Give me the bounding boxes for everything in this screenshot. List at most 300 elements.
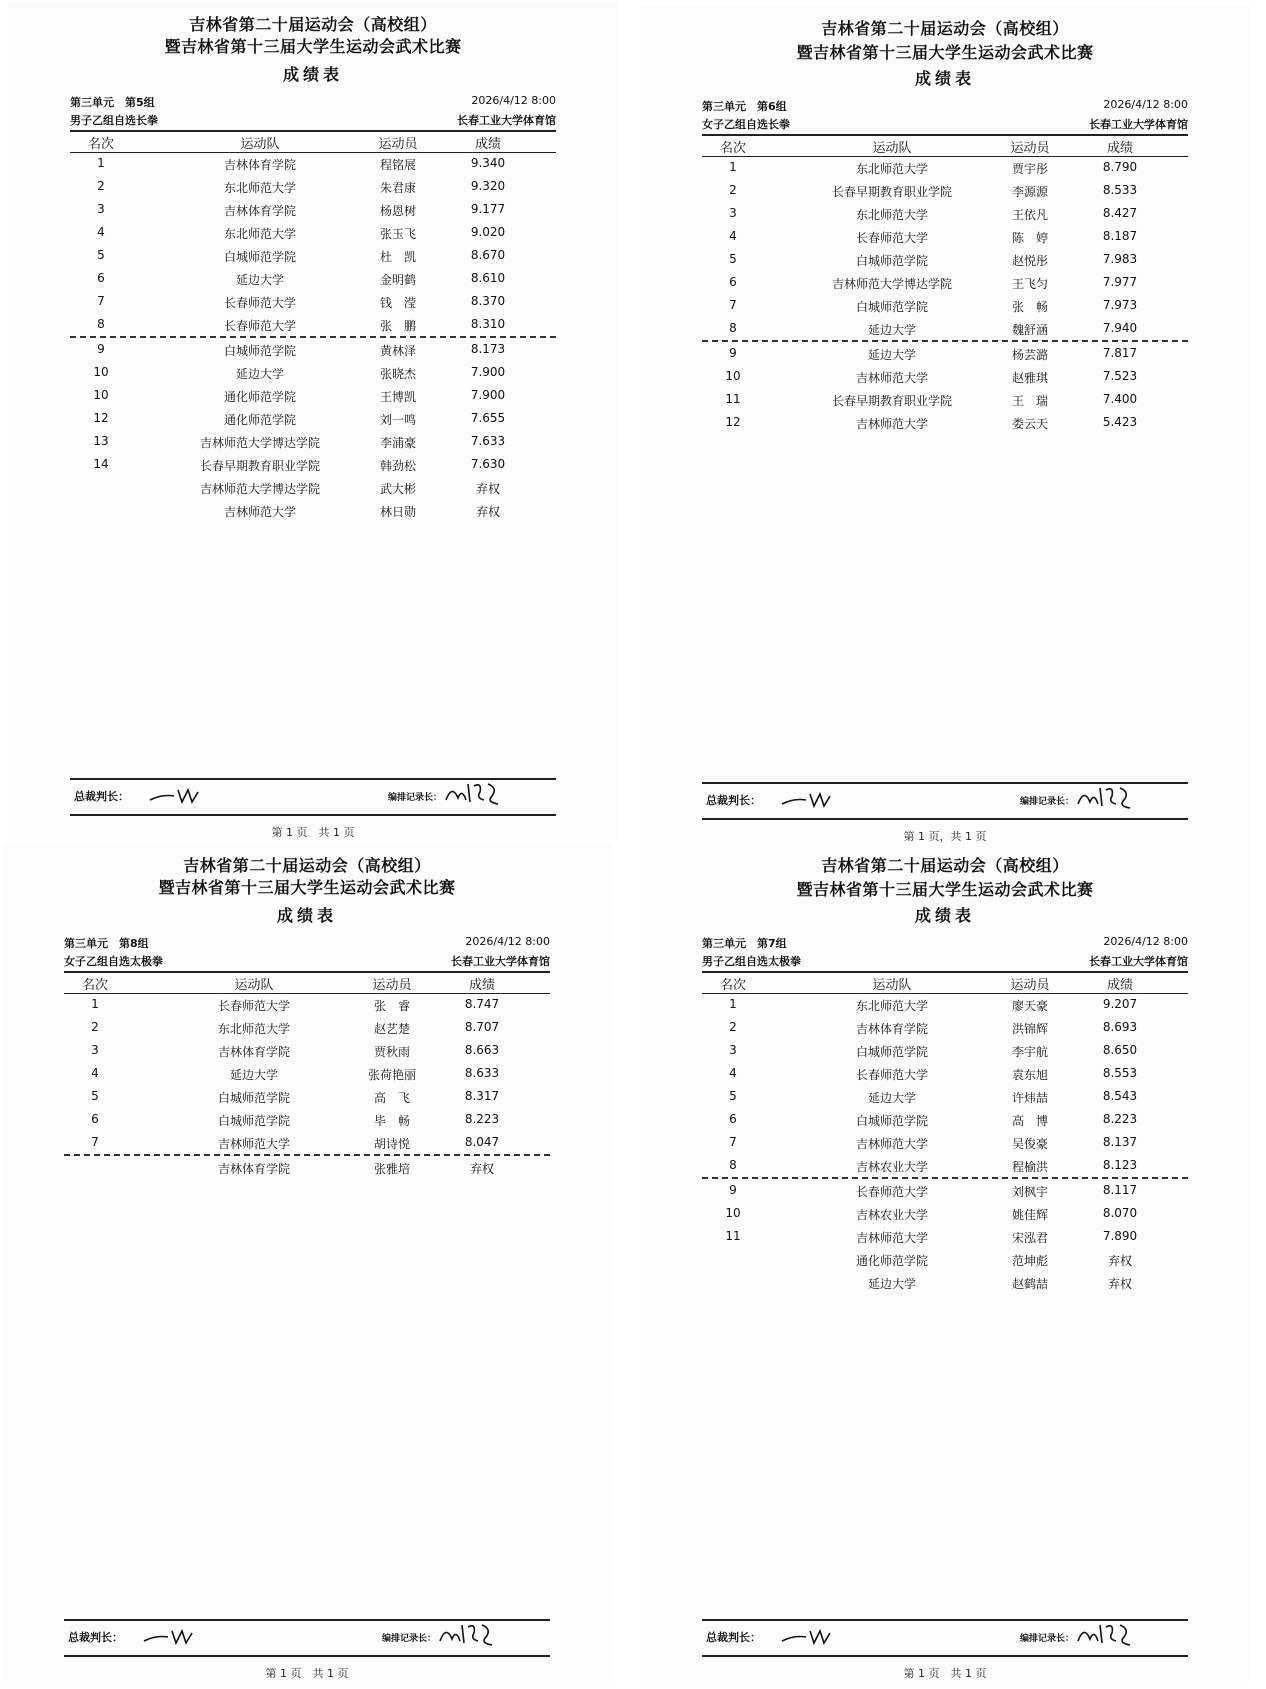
- chief-referee-signature: [142, 1623, 196, 1649]
- table-row: [702, 411, 1188, 434]
- score-cell: 弃权: [469, 1162, 494, 1176]
- rank-cell: 5: [729, 1089, 737, 1103]
- athlete-cell: 贾宇彤: [1011, 162, 1048, 176]
- date-time: 2026/4/12 8:00: [1103, 98, 1188, 111]
- table-row: [702, 1248, 1188, 1271]
- team-cell: 长春早期教育职业学院: [199, 459, 320, 473]
- table-row: [702, 202, 1188, 225]
- athlete-cell: 许炜喆: [1011, 1091, 1048, 1105]
- team-cell: 吉林体育学院: [855, 1022, 928, 1036]
- header-score: 成绩: [1106, 141, 1133, 156]
- rank-cell: 1: [729, 997, 737, 1011]
- table-row: [702, 271, 1188, 294]
- sheet-heading: 成绩表: [914, 906, 975, 925]
- table-row: [702, 248, 1188, 271]
- score-cell: 8.310: [470, 317, 506, 331]
- team-cell: 吉林师范大学: [217, 1137, 290, 1151]
- score-cell: 8.663: [464, 1043, 500, 1057]
- athlete-cell: 姚佳辉: [1011, 1208, 1048, 1222]
- athlete-cell: 杨恩树: [379, 204, 416, 218]
- athlete-cell: 张 鹏: [379, 319, 416, 333]
- rank-cell: 7: [97, 294, 105, 308]
- score-cell: 8.610: [470, 271, 506, 285]
- table-row: [70, 338, 556, 361]
- venue: 长春工业大学体育馆: [457, 114, 556, 127]
- event-name: 男子乙组自选长拳: [70, 114, 158, 127]
- table-row: [70, 476, 556, 499]
- score-cell: 8.123: [1102, 1158, 1138, 1172]
- page-number: 第 1 页 共 1 页: [265, 1667, 349, 1680]
- score-cell: 8.137: [1102, 1135, 1138, 1149]
- score-cell: 8.317: [464, 1089, 500, 1103]
- team-cell: 吉林农业大学: [855, 1160, 928, 1174]
- athlete-cell: 王飞匀: [1011, 277, 1048, 291]
- table-row: [702, 179, 1188, 202]
- unit-group: 第三单元 第7组: [702, 937, 787, 950]
- athlete-cell: 高 博: [1011, 1114, 1048, 1128]
- header-athlete: 运动员: [372, 978, 412, 993]
- sheet-title: 吉林省第二十届运动会（高校组）: [821, 856, 1069, 875]
- rank-cell: 2: [97, 179, 105, 193]
- chief-referee-label: 总裁判长：: [68, 1631, 123, 1644]
- team-cell: 东北师范大学: [855, 208, 928, 222]
- score-cell: 7.633: [470, 434, 506, 448]
- score-cell: 8.553: [1102, 1066, 1138, 1080]
- recorder-label: 编排记录长：: [1020, 1634, 1075, 1644]
- score-cell: 8.370: [470, 294, 506, 308]
- table-row: [70, 313, 556, 338]
- score-cell: 8.047: [464, 1135, 500, 1149]
- rank-cell: 12: [725, 415, 741, 429]
- sheet-subtitle: 暨吉林省第十三届大学生运动会武术比赛: [796, 880, 1094, 899]
- athlete-cell: 贾秋雨: [373, 1045, 410, 1059]
- table-row: [70, 430, 556, 453]
- event-name: 男子乙组自选太极拳: [702, 955, 801, 968]
- team-cell: 延边大学: [235, 273, 284, 287]
- table-row: [64, 1156, 550, 1179]
- rank-cell: 6: [729, 275, 737, 289]
- team-cell: 长春师范大学: [223, 319, 296, 333]
- team-cell: 吉林师范大学: [855, 1137, 928, 1151]
- rank-cell: 11: [725, 392, 741, 406]
- athlete-cell: 刘枫宇: [1011, 1185, 1048, 1199]
- result-sheet-group-5: [8, 2, 618, 840]
- table-row: [70, 361, 556, 384]
- results-table: [70, 152, 556, 522]
- team-cell: 白城师范学院: [855, 1114, 928, 1128]
- athlete-cell: 胡诗悦: [373, 1137, 410, 1151]
- rank-cell: 7: [729, 298, 737, 312]
- team-cell: 延边大学: [229, 1068, 278, 1082]
- team-cell: 东北师范大学: [223, 181, 296, 195]
- score-cell: 7.817: [1102, 346, 1138, 360]
- athlete-cell: 娄云天: [1011, 417, 1048, 431]
- team-cell: 吉林师范大学: [855, 417, 928, 431]
- chief-referee-label: 总裁判长：: [706, 794, 761, 807]
- team-cell: 白城师范学院: [217, 1091, 290, 1105]
- rank-cell: 10: [725, 369, 741, 383]
- score-cell: 8.173: [470, 342, 506, 356]
- score-cell: 8.707: [464, 1020, 500, 1034]
- team-cell: 通化师范学院: [855, 1254, 928, 1268]
- athlete-cell: 程榆洪: [1011, 1160, 1048, 1174]
- rank-cell: 4: [729, 1066, 737, 1080]
- table-header: [70, 130, 556, 153]
- result-sheet-group-8: [2, 843, 612, 1681]
- table-row: [64, 1085, 550, 1108]
- rank-cell: 8: [97, 317, 105, 331]
- table-header: [702, 971, 1188, 994]
- athlete-cell: 赵悦彤: [1011, 254, 1048, 268]
- chief-referee-signature: [148, 782, 202, 808]
- rank-cell: 5: [91, 1089, 99, 1103]
- athlete-cell: 韩劲松: [379, 459, 416, 473]
- rank-cell: 12: [93, 411, 109, 425]
- score-cell: 8.747: [464, 997, 500, 1011]
- score-cell: 弃权: [1107, 1254, 1132, 1268]
- team-cell: 吉林师范大学: [855, 371, 928, 385]
- score-cell: 7.900: [470, 365, 506, 379]
- table-row: [702, 1131, 1188, 1154]
- result-sheet-group-7: [640, 843, 1250, 1681]
- rank-cell: 13: [93, 434, 109, 448]
- table-row: [702, 156, 1188, 179]
- score-cell: 7.630: [470, 457, 506, 471]
- score-cell: 8.533: [1102, 183, 1138, 197]
- score-cell: 8.693: [1102, 1020, 1138, 1034]
- header-team: 运动队: [240, 137, 280, 152]
- table-row: [64, 1062, 550, 1085]
- page-number: 第 1 页，共 1 页: [903, 830, 987, 843]
- footer-divider: [64, 1655, 550, 1657]
- rank-cell: 4: [91, 1066, 99, 1080]
- sheet-subtitle: 暨吉林省第十三届大学生运动会武术比赛: [164, 37, 462, 56]
- athlete-cell: 金明鹤: [379, 273, 416, 287]
- team-cell: 长春师范大学: [855, 1185, 928, 1199]
- rank-cell: 5: [729, 252, 737, 266]
- team-cell: 白城师范学院: [855, 254, 928, 268]
- rank-cell: 10: [93, 365, 109, 379]
- athlete-cell: 赵雅琪: [1011, 371, 1048, 385]
- athlete-cell: 王 瑞: [1011, 394, 1048, 408]
- score-cell: 8.670: [470, 248, 506, 262]
- score-cell: 8.117: [1102, 1183, 1138, 1197]
- table-row: [64, 1016, 550, 1039]
- team-cell: 白城师范学院: [223, 250, 296, 264]
- athlete-cell: 林日勋: [379, 505, 416, 519]
- table-row: [70, 499, 556, 522]
- athlete-cell: 杜 凯: [379, 250, 416, 264]
- team-cell: 长春早期教育职业学院: [831, 185, 952, 199]
- score-cell: 7.400: [1102, 392, 1138, 406]
- rank-cell: 11: [725, 1229, 741, 1243]
- rank-cell: 4: [729, 229, 737, 243]
- score-cell: 7.973: [1102, 298, 1138, 312]
- rank-cell: 10: [93, 388, 109, 402]
- athlete-cell: 张荷艳丽: [367, 1068, 416, 1082]
- score-cell: 9.340: [470, 156, 506, 170]
- rank-cell: 4: [97, 225, 105, 239]
- header-score: 成绩: [474, 137, 501, 152]
- recorder-signature: [436, 1619, 496, 1649]
- team-cell: 吉林师范大学博达学院: [199, 482, 320, 496]
- recorder-label: 编排记录长：: [388, 793, 443, 803]
- athlete-cell: 黄林泽: [379, 344, 416, 358]
- header-team: 运动队: [234, 978, 274, 993]
- rank-cell: 9: [729, 1183, 737, 1197]
- team-cell: 长春师范大学: [855, 231, 928, 245]
- team-cell: 吉林体育学院: [217, 1045, 290, 1059]
- sheet-title: 吉林省第二十届运动会（高校组）: [821, 19, 1069, 38]
- athlete-cell: 刘一鸣: [379, 413, 416, 427]
- chief-referee-label: 总裁判长：: [74, 790, 129, 803]
- athlete-cell: 朱君康: [379, 181, 416, 195]
- sheet-heading: 成绩表: [282, 65, 343, 84]
- rank-cell: 3: [97, 202, 105, 216]
- recorder-label: 编排记录长：: [1020, 797, 1075, 807]
- table-row: [70, 290, 556, 313]
- chief-referee-signature: [780, 786, 834, 812]
- athlete-cell: 高 飞: [373, 1091, 410, 1105]
- table-row: [702, 1202, 1188, 1225]
- team-cell: 吉林师范大学博达学院: [199, 436, 320, 450]
- athlete-cell: 张晓杰: [379, 367, 416, 381]
- athlete-cell: 范坤彪: [1011, 1254, 1048, 1268]
- sheet-subtitle: 暨吉林省第十三届大学生运动会武术比赛: [796, 43, 1094, 62]
- score-cell: 9.207: [1102, 997, 1138, 1011]
- table-row: [702, 993, 1188, 1016]
- athlete-cell: 张玉飞: [379, 227, 416, 241]
- rank-cell: 3: [729, 206, 737, 220]
- results-table: [702, 156, 1188, 434]
- date-time: 2026/4/12 8:00: [471, 94, 556, 107]
- rank-cell: 8: [729, 321, 737, 335]
- score-cell: 8.543: [1102, 1089, 1138, 1103]
- score-cell: 9.020: [470, 225, 506, 239]
- team-cell: 吉林农业大学: [855, 1208, 928, 1222]
- header-team: 运动队: [872, 141, 912, 156]
- team-cell: 延边大学: [867, 1091, 916, 1105]
- team-cell: 吉林师范大学: [855, 1231, 928, 1245]
- score-cell: 9.177: [470, 202, 506, 216]
- score-cell: 7.983: [1102, 252, 1138, 266]
- score-cell: 7.655: [470, 411, 506, 425]
- date-time: 2026/4/12 8:00: [1103, 935, 1188, 948]
- sheet-title: 吉林省第二十届运动会（高校组）: [183, 856, 431, 875]
- team-cell: 延边大学: [867, 323, 916, 337]
- team-cell: 吉林体育学院: [223, 204, 296, 218]
- team-cell: 长春师范大学: [223, 296, 296, 310]
- table-row: [702, 1039, 1188, 1062]
- table-header: [64, 971, 550, 994]
- score-cell: 8.427: [1102, 206, 1138, 220]
- footer-divider: [702, 818, 1188, 820]
- team-cell: 长春早期教育职业学院: [831, 394, 952, 408]
- athlete-cell: 吴俊豪: [1011, 1137, 1048, 1151]
- rank-cell: 3: [91, 1043, 99, 1057]
- athlete-cell: 廖天豪: [1011, 999, 1048, 1013]
- table-row: [702, 342, 1188, 365]
- header-rank: 名次: [719, 141, 746, 156]
- header-rank: 名次: [87, 137, 114, 152]
- athlete-cell: 李源源: [1011, 185, 1048, 199]
- table-row: [702, 1154, 1188, 1179]
- results-table: [702, 993, 1188, 1294]
- rank-cell: 2: [729, 183, 737, 197]
- unit-group: 第三单元 第6组: [702, 100, 787, 113]
- table-row: [70, 221, 556, 244]
- table-row: [64, 1108, 550, 1131]
- team-cell: 通化师范学院: [223, 413, 296, 427]
- team-cell: 东北师范大学: [855, 999, 928, 1013]
- athlete-cell: 赵鹤喆: [1011, 1277, 1048, 1291]
- score-cell: 8.633: [464, 1066, 500, 1080]
- recorder-signature: [442, 778, 502, 808]
- table-row: [64, 993, 550, 1016]
- table-row: [70, 453, 556, 476]
- score-cell: 8.223: [1102, 1112, 1138, 1126]
- rank-cell: 14: [93, 457, 109, 471]
- team-cell: 东北师范大学: [223, 227, 296, 241]
- score-cell: 8.187: [1102, 229, 1138, 243]
- table-row: [702, 225, 1188, 248]
- rank-cell: 7: [91, 1135, 99, 1149]
- team-cell: 白城师范学院: [855, 300, 928, 314]
- athlete-cell: 王依凡: [1011, 208, 1048, 222]
- score-cell: 5.423: [1102, 415, 1138, 429]
- table-row: [702, 317, 1188, 342]
- rank-cell: 9: [729, 346, 737, 360]
- table-row: [70, 267, 556, 290]
- table-row: [70, 152, 556, 175]
- rank-cell: 1: [97, 156, 105, 170]
- table-row: [702, 1108, 1188, 1131]
- team-cell: 延边大学: [867, 348, 916, 362]
- table-row: [70, 244, 556, 267]
- header-team: 运动队: [872, 978, 912, 993]
- sheet-subtitle: 暨吉林省第十三届大学生运动会武术比赛: [158, 878, 456, 897]
- score-cell: 弃权: [1107, 1277, 1132, 1291]
- sheet-heading: 成绩表: [914, 69, 975, 88]
- team-cell: 延边大学: [867, 1277, 916, 1291]
- score-cell: 8.070: [1102, 1206, 1138, 1220]
- rank-cell: 1: [91, 997, 99, 1011]
- athlete-cell: 赵艺楚: [373, 1022, 410, 1036]
- team-cell: 白城师范学院: [223, 344, 296, 358]
- table-row: [702, 294, 1188, 317]
- athlete-cell: 杨芸潞: [1011, 348, 1048, 362]
- rank-cell: 2: [91, 1020, 99, 1034]
- venue: 长春工业大学体育馆: [1089, 955, 1188, 968]
- results-table: [64, 993, 550, 1179]
- footer-divider: [70, 814, 556, 816]
- team-cell: 吉林师范大学博达学院: [831, 277, 952, 291]
- score-cell: 弃权: [475, 505, 500, 519]
- athlete-cell: 张 畅: [1011, 300, 1048, 314]
- recorder-label: 编排记录长：: [382, 1634, 437, 1644]
- table-row: [702, 1085, 1188, 1108]
- rank-cell: 1: [729, 160, 737, 174]
- team-cell: 吉林体育学院: [217, 1162, 290, 1176]
- page-number: 第 1 页 共 1 页: [903, 1667, 987, 1680]
- score-cell: 7.890: [1102, 1229, 1138, 1243]
- recorder-signature: [1074, 1619, 1134, 1649]
- athlete-cell: 武大彬: [379, 482, 416, 496]
- athlete-cell: 洪锦辉: [1011, 1022, 1048, 1036]
- table-row: [64, 1039, 550, 1062]
- table-row: [702, 1016, 1188, 1039]
- header-score: 成绩: [468, 978, 495, 993]
- event-name: 女子乙组自选长拳: [702, 118, 790, 131]
- rank-cell: 6: [91, 1112, 99, 1126]
- table-row: [64, 1131, 550, 1156]
- score-cell: 7.940: [1102, 321, 1138, 335]
- score-cell: 7.900: [470, 388, 506, 402]
- rank-cell: 10: [725, 1206, 741, 1220]
- athlete-cell: 王博凯: [379, 390, 416, 404]
- athlete-cell: 李浦豪: [379, 436, 416, 450]
- table-row: [702, 1179, 1188, 1202]
- rank-cell: 8: [729, 1158, 737, 1172]
- chief-referee-signature: [780, 1623, 834, 1649]
- table-row: [70, 384, 556, 407]
- recorder-signature: [1074, 782, 1134, 812]
- chief-referee-label: 总裁判长：: [706, 1631, 761, 1644]
- rank-cell: 7: [729, 1135, 737, 1149]
- team-cell: 吉林体育学院: [223, 158, 296, 172]
- header-athlete: 运动员: [1010, 141, 1050, 156]
- table-row: [70, 175, 556, 198]
- result-sheet-group-6: [640, 6, 1250, 844]
- rank-cell: 6: [97, 271, 105, 285]
- venue: 长春工业大学体育馆: [451, 955, 550, 968]
- header-athlete: 运动员: [378, 137, 418, 152]
- unit-group: 第三单元 第8组: [64, 937, 149, 950]
- team-cell: 通化师范学院: [223, 390, 296, 404]
- athlete-cell: 袁东旭: [1011, 1068, 1048, 1082]
- athlete-cell: 张雅培: [373, 1162, 410, 1176]
- athlete-cell: 张 睿: [373, 999, 410, 1013]
- team-cell: 白城师范学院: [855, 1045, 928, 1059]
- score-cell: 弃权: [475, 482, 500, 496]
- date-time: 2026/4/12 8:00: [465, 935, 550, 948]
- team-cell: 长春师范大学: [855, 1068, 928, 1082]
- score-cell: 8.650: [1102, 1043, 1138, 1057]
- rank-cell: 2: [729, 1020, 737, 1034]
- table-row: [70, 198, 556, 221]
- rank-cell: 6: [729, 1112, 737, 1126]
- athlete-cell: 陈 婷: [1011, 231, 1048, 245]
- event-name: 女子乙组自选太极拳: [64, 955, 163, 968]
- team-cell: 延边大学: [235, 367, 284, 381]
- table-row: [702, 388, 1188, 411]
- footer-divider: [702, 1655, 1188, 1657]
- rank-cell: 3: [729, 1043, 737, 1057]
- table-header: [702, 134, 1188, 157]
- table-row: [70, 407, 556, 430]
- score-cell: 8.223: [464, 1112, 500, 1126]
- table-row: [702, 1225, 1188, 1248]
- sheet-title: 吉林省第二十届运动会（高校组）: [189, 15, 437, 34]
- page-number: 第 1 页 共 1 页: [271, 826, 355, 839]
- athlete-cell: 程铭展: [379, 158, 416, 172]
- athlete-cell: 魏舒涵: [1011, 323, 1048, 337]
- team-cell: 吉林师范大学: [223, 505, 296, 519]
- score-cell: 9.320: [470, 179, 506, 193]
- score-cell: 8.790: [1102, 160, 1138, 174]
- athlete-cell: 宋泓君: [1011, 1231, 1048, 1245]
- athlete-cell: 毕 畅: [373, 1114, 410, 1128]
